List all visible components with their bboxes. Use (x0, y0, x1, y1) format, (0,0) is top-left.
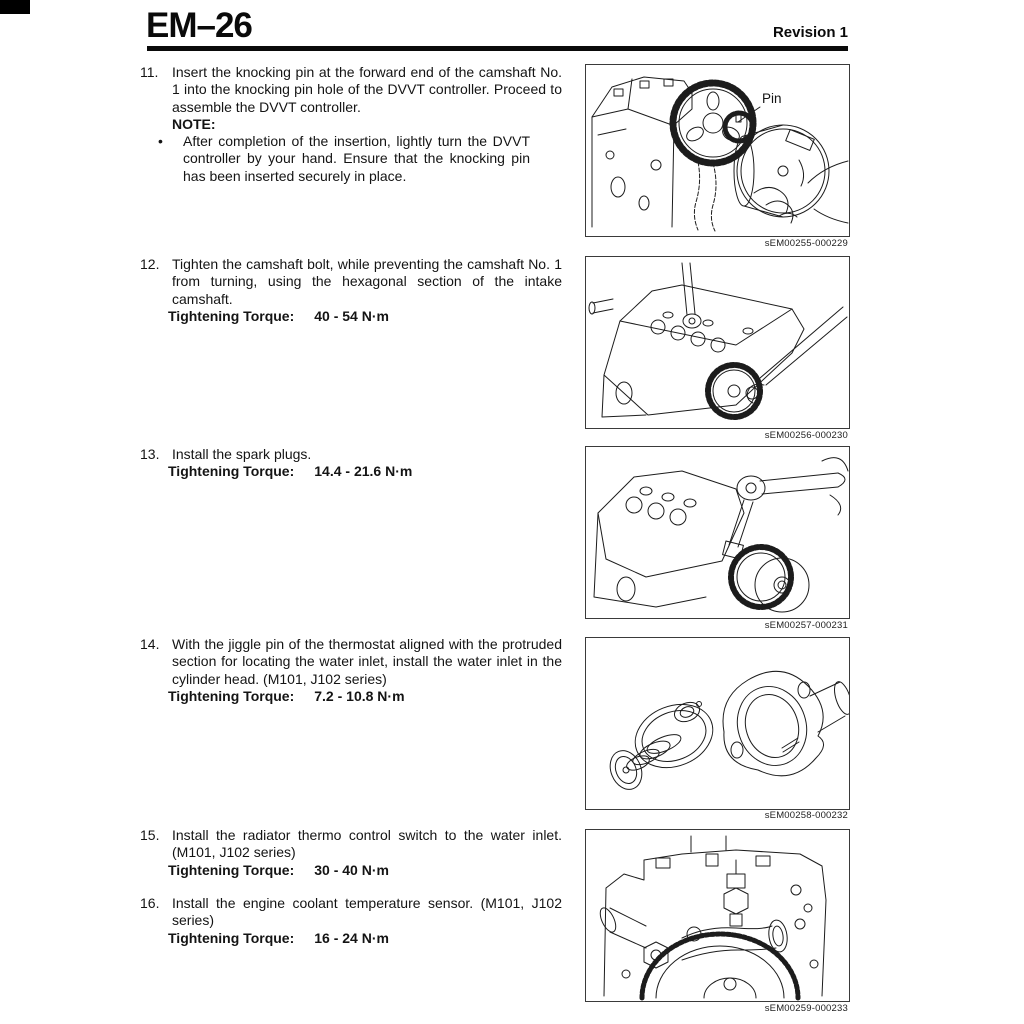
figure-coolant-temperature-sensor (585, 829, 850, 1002)
step-text: Install the engine coolant temperature sensor. (M101, J102 series) (172, 895, 562, 929)
spark-plug-ratchet-illustration (586, 447, 849, 618)
step-16 (140, 895, 562, 947)
figure-thermostat-water-inlet (585, 637, 850, 810)
step-11 (140, 64, 562, 185)
step-number: 16. (140, 895, 160, 911)
figure-caption: sEM00258-000232 (764, 810, 848, 821)
torque-value: 30 - 40 N·m (314, 861, 389, 878)
header-rule (147, 46, 848, 51)
step-text: With the jiggle pin of the thermostat aligned with the protruded section for locating the water inlet, install the water inlet in the cylinder head. (M101, J102 series) (172, 636, 562, 687)
note-label: NOTE: (172, 115, 216, 132)
figure-caption: sEM00259-000233 (764, 1003, 848, 1014)
step-15 (140, 827, 562, 879)
figure-camshaft-bolt-tightening (585, 256, 850, 429)
step-number: 11. (140, 64, 159, 80)
torque-label: Tightening Torque: (168, 307, 295, 324)
revision-label: Revision 1 (772, 24, 848, 41)
print-registration-mark (0, 0, 30, 14)
torque-value: 40 - 54 N·m (314, 307, 389, 324)
figure-dvvt-controller-installation (585, 64, 850, 237)
note-bullet-text: After completion of the insertion, lightly turn the DVVT controller by your hand. Ensure that the knocking pin has been inserted securely in place. (183, 133, 530, 184)
pin-callout: Pin (762, 91, 782, 106)
thermostat-water-inlet-illustration (586, 638, 849, 809)
torque-spec (168, 688, 558, 705)
bullet-icon: • (158, 133, 163, 150)
step-text: Insert the knocking pin at the forward end of the camshaft No. 1 into the knocking pin hole of the DVVT controller. Proceed to assemble the DVVT controller. (172, 64, 562, 115)
torque-label: Tightening Torque: (168, 929, 295, 946)
figure-caption: sEM00255-000229 (764, 238, 848, 249)
torque-value: 14.4 - 21.6 N·m (314, 463, 413, 480)
torque-label: Tightening Torque: (168, 463, 295, 480)
step-number: 13. (140, 446, 160, 462)
camshaft-bolt-wrench-illustration (586, 257, 849, 428)
torque-spec (168, 862, 558, 879)
step-13 (140, 446, 562, 481)
note-bullet-row (158, 133, 548, 185)
coolant-sensor-engine-illustration (586, 830, 849, 1001)
figure-caption: sEM00257-000231 (764, 620, 848, 631)
torque-label: Tightening Torque: (168, 687, 295, 704)
torque-spec (168, 308, 558, 325)
torque-value: 16 - 24 N·m (314, 929, 389, 946)
torque-value: 7.2 - 10.8 N·m (314, 687, 405, 704)
figure-caption: sEM00256-000230 (764, 430, 848, 441)
step-12 (140, 256, 562, 325)
step-number: 14. (140, 636, 160, 652)
step-number: 15. (140, 827, 160, 843)
step-number: 12. (140, 256, 160, 272)
torque-label: Tightening Torque: (168, 861, 295, 878)
step-text: Tighten the camshaft bolt, while preventing the camshaft No. 1 from turning, using the hexagonal section of the intake camshaft. (172, 256, 562, 307)
torque-spec (168, 463, 558, 480)
step-text: Install the radiator thermo control switch to the water inlet. (M101, J102 series) (172, 827, 562, 861)
page-code: EM–26 (146, 6, 252, 45)
step-text: Install the spark plugs. (172, 446, 312, 462)
step-14 (140, 636, 562, 705)
figure-spark-plug-installation (585, 446, 850, 619)
engine-dvvt-install-illustration (586, 65, 849, 236)
torque-spec (168, 930, 558, 947)
